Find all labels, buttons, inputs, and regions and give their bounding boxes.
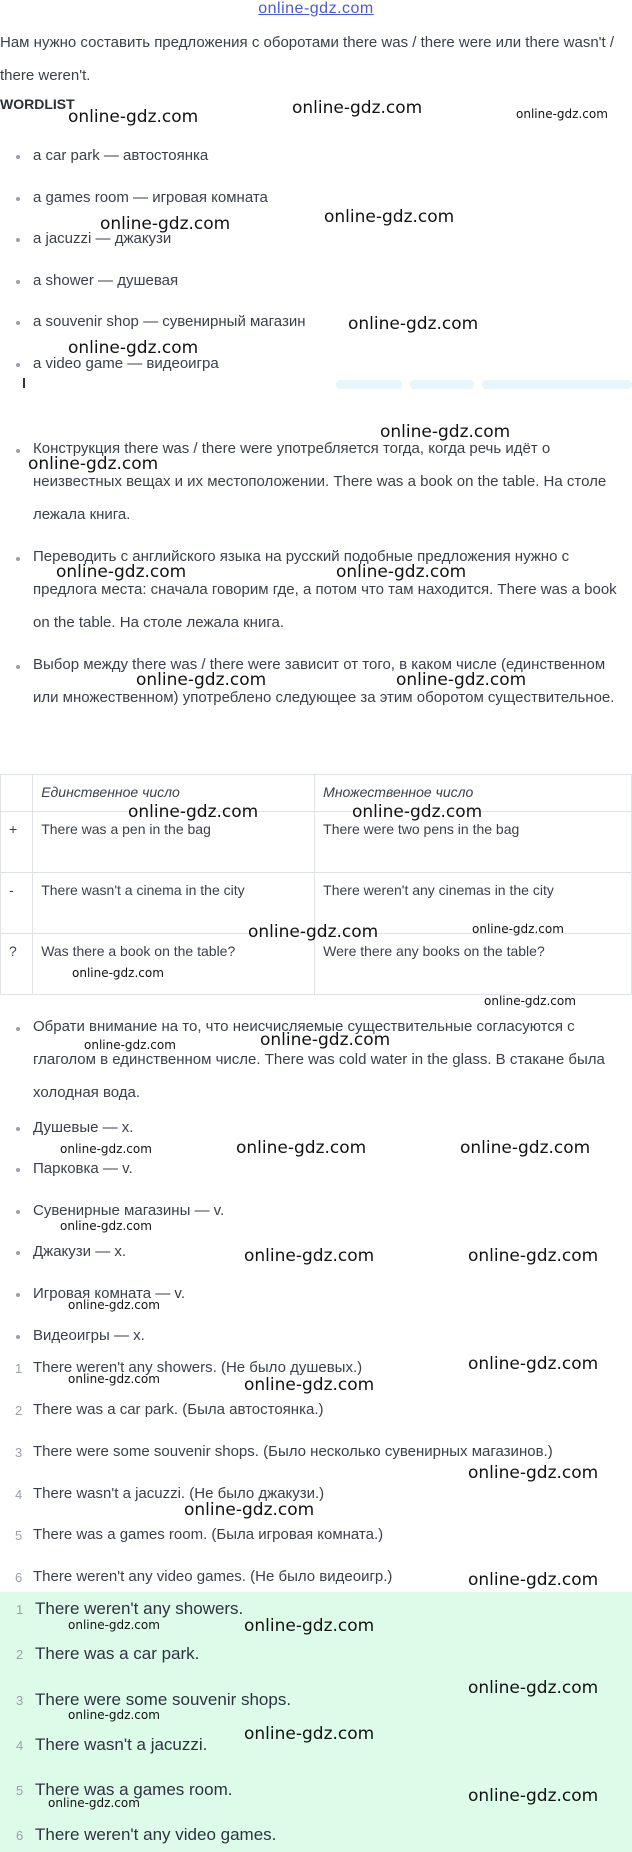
check-item: Игровая комната — v.	[33, 1285, 185, 1302]
sentence-item: There was a games room. (Была игровая комната.)	[33, 1526, 384, 1543]
table-header-cell: Единственное число	[33, 775, 315, 812]
task-intro: Нам нужно составить предложения с оборотами there was / there were или there wasn't / there weren't.	[0, 34, 615, 84]
bullet-icon	[16, 1335, 20, 1339]
divider-mark	[23, 378, 25, 388]
table-cell: -	[1, 873, 33, 934]
watermark-text: online-gdz.com	[72, 966, 164, 980]
table-cell: There were two pens in the bag	[315, 812, 632, 873]
wordlist-item: a shower — душевая	[33, 272, 179, 289]
watermark-text: online-gdz.com	[136, 670, 267, 690]
answer-number: 2	[16, 1647, 24, 1662]
table-cell: There wasn't a cinema in the city	[33, 873, 315, 934]
watermark-text: online-gdz.com	[352, 802, 483, 822]
table-header-cell	[1, 775, 33, 812]
note-paragraph: Обрати внимание на то, что неисчисляемые существительные согласуются с глаголом в единственном числе. There was cold water in the glass. В стакане была холодная вода.	[33, 1018, 605, 1101]
bullet-icon	[16, 197, 20, 201]
answer-item: There was a car park.	[35, 1644, 200, 1663]
watermark-text: online-gdz.com	[244, 1375, 375, 1395]
bullet-icon	[16, 1293, 20, 1297]
sentence-number: 1	[15, 1361, 23, 1376]
watermark-text: online-gdz.com	[336, 562, 467, 582]
watermark-text: online-gdz.com	[60, 1219, 152, 1233]
wordlist-item: a souvenir shop — сувенирный магазин	[33, 313, 306, 330]
table-cell: There was a pen in the bag	[33, 812, 315, 873]
bullet-icon	[16, 363, 20, 367]
watermark-text: online-gdz.com	[68, 1298, 160, 1312]
bullet-icon	[16, 449, 20, 453]
site-title-link[interactable]: online-gdz.com	[258, 0, 374, 17]
bullet-icon	[16, 238, 20, 242]
watermark-text: online-gdz.com	[468, 1570, 599, 1590]
answer-number: 5	[16, 1783, 24, 1798]
watermark-text: online-gdz.com	[68, 338, 199, 358]
sentence-item: There weren't any video games. (Не было видеоигр.)	[33, 1568, 393, 1585]
check-item: Сувенирные магазины — v.	[33, 1202, 225, 1219]
watermark-text: online-gdz.com	[68, 1372, 160, 1386]
sentence-number: 6	[15, 1570, 23, 1585]
table-cell: +	[1, 812, 33, 873]
watermark-text: online-gdz.com	[324, 207, 455, 227]
sentence-item: There weren't any showers. (Не было душевых.)	[33, 1359, 363, 1376]
watermark-text: online-gdz.com	[244, 1724, 375, 1744]
wordlist-item: a jacuzzi — джакузи	[33, 230, 172, 247]
check-item: Душевые — x.	[33, 1119, 134, 1136]
sentence-item: There were some souvenir shops. (Было несколько сувенирных магазинов.)	[33, 1443, 553, 1460]
theory-paragraph: Конструкция there was / there were употребляется тогда, когда речь идёт о неизвестных вещах и их местоположении. There was a book on the table. На столе лежала книга.	[33, 440, 607, 523]
watermark-text: online-gdz.com	[48, 1796, 140, 1810]
watermark-text: online-gdz.com	[68, 1708, 160, 1722]
sentence-number: 4	[15, 1487, 23, 1502]
answer-item: There weren't any showers.	[35, 1599, 244, 1618]
watermark-text: online-gdz.com	[516, 107, 608, 121]
table-cell: Were there any books on the table?	[315, 934, 632, 995]
watermark-text: online-gdz.com	[396, 670, 527, 690]
watermark-text: online-gdz.com	[468, 1354, 599, 1374]
theory-paragraph: Выбор между there was / there were зависит от того, в каком числе (единственном или множественном) употреблено следующее за этим оборотом существительное.	[33, 656, 615, 706]
watermark-text: online-gdz.com	[68, 107, 199, 127]
watermark-text: online-gdz.com	[472, 922, 564, 936]
answer-number: 1	[16, 1602, 24, 1617]
watermark-text: online-gdz.com	[468, 1463, 599, 1483]
decorative-bar	[336, 380, 402, 389]
watermark-text: online-gdz.com	[56, 562, 187, 582]
theory-paragraph: Переводить с английского языка на русский подобные предложения нужно с предлога места: сначала говорим где, а потом что там находится. There was a book on the table. На столе лежала книга.	[33, 548, 617, 631]
wordlist-heading: WORDLIST	[0, 96, 75, 112]
watermark-text: online-gdz.com	[100, 214, 231, 234]
answer-item: There was a games room.	[35, 1780, 233, 1799]
bullet-icon	[16, 557, 20, 561]
sentence-item: There was a car park. (Была автостоянка.)	[33, 1401, 324, 1418]
table-header-cell: Множественное число	[315, 775, 632, 812]
bullet-icon	[16, 280, 20, 284]
wordlist-item: a video game — видеоигра	[33, 355, 219, 372]
answer-number: 6	[16, 1828, 24, 1843]
wordlist-item: a car park — автостоянка	[33, 147, 209, 164]
watermark-text: online-gdz.com	[128, 802, 259, 822]
watermark-text: online-gdz.com	[292, 98, 423, 118]
watermark-text: online-gdz.com	[244, 1246, 375, 1266]
grammar-table	[0, 774, 632, 995]
watermark-text: online-gdz.com	[60, 1142, 152, 1156]
bullet-icon	[16, 155, 20, 159]
watermark-text: online-gdz.com	[468, 1786, 599, 1806]
bullet-icon	[16, 1251, 20, 1255]
watermark-text: online-gdz.com	[468, 1678, 599, 1698]
watermark-text: online-gdz.com	[248, 922, 379, 942]
answer-item: There were some souvenir shops.	[35, 1690, 292, 1709]
watermark-text: online-gdz.com	[468, 1246, 599, 1266]
watermark-text: online-gdz.com	[236, 1138, 367, 1158]
table-row	[1, 934, 632, 995]
check-item: Парковка — v.	[33, 1160, 133, 1177]
watermark-text: online-gdz.com	[380, 422, 511, 442]
sentence-number: 2	[15, 1403, 23, 1418]
table-cell: Was there a book on the table?	[33, 934, 315, 995]
answer-number: 4	[16, 1738, 24, 1753]
watermark-text: online-gdz.com	[484, 994, 576, 1008]
bullet-icon	[16, 1027, 20, 1031]
sentence-number: 5	[15, 1528, 23, 1543]
watermark-text: online-gdz.com	[244, 1616, 375, 1636]
watermark-text: online-gdz.com	[68, 1618, 160, 1632]
answer-number: 3	[16, 1693, 24, 1708]
watermark-text: online-gdz.com	[184, 1500, 315, 1520]
answer-item: There wasn't a jacuzzi.	[35, 1735, 208, 1754]
watermark-text: online-gdz.com	[260, 1030, 391, 1050]
check-item: Видеоигры — x.	[33, 1327, 145, 1344]
table-cell: There weren't any cinemas in the city	[315, 873, 632, 934]
watermark-text: online-gdz.com	[28, 454, 159, 474]
check-item: Джакузи — x.	[33, 1243, 127, 1260]
bullet-icon	[16, 1168, 20, 1172]
decorative-bar	[410, 380, 474, 389]
sentence-item: There wasn't a jacuzzi. (Не было джакузи.)	[33, 1485, 325, 1502]
watermark-text: online-gdz.com	[460, 1138, 591, 1158]
wordlist-item: a games room — игровая комната	[33, 189, 268, 206]
table-row	[1, 812, 632, 873]
decorative-bar	[482, 380, 632, 389]
watermark-text: online-gdz.com	[348, 314, 479, 334]
bullet-icon	[16, 665, 20, 669]
table-header-row	[1, 775, 632, 812]
bullet-icon	[16, 1210, 20, 1214]
answer-item: There weren't any video games.	[35, 1825, 277, 1844]
bullet-icon	[16, 321, 20, 325]
sentence-number: 3	[15, 1445, 23, 1460]
bullet-icon	[16, 1127, 20, 1131]
table-cell: ?	[1, 934, 33, 995]
watermark-text: online-gdz.com	[84, 1038, 176, 1052]
